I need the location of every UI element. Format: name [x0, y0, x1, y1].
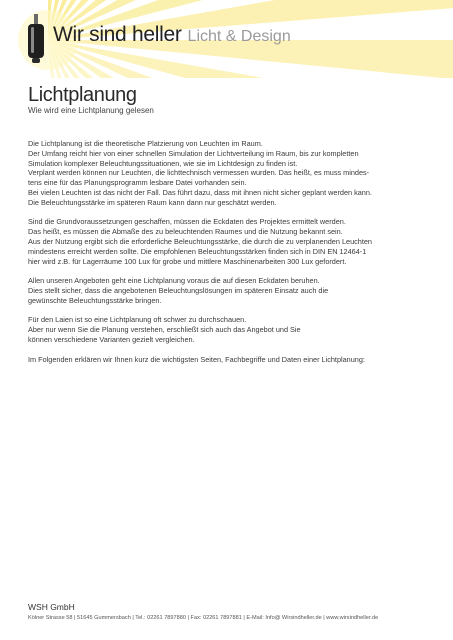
page-title: Lichtplanung — [28, 84, 137, 106]
paragraph-line: Im Folgenden erklären wir Ihnen kurz die wichtigsten Seiten, Fachbegriffe und Daten einer Lichtplanung: — [28, 354, 365, 364]
paragraph-line: hier wird z.B. für Lagerräume 100 Lux für grobe und mittlere Maschinenarbeiten 300 Lux gefordert. — [28, 256, 347, 266]
page-subtitle: Wie wird eine Lichtplanung gelesen — [28, 106, 154, 115]
paragraph — [28, 139, 440, 208]
page-header — [0, 0, 453, 78]
paragraph-line: Sind die Grundvoraussetzungen geschaffen, müssen die Eckdaten des Projektes ermittelt werden. — [28, 217, 346, 227]
paragraph-line: Bei vielen Leuchten ist das nicht der Fall. Das führt dazu, dass mit ihnen nicht sicher geplant werden kann. — [28, 187, 372, 197]
footer-address: Kölner Strasse 58 | 51645 Gummersbach | Tel.: 02261 7897880 | Fax: 02261 7897881 | E-Mail: Info@ Wirsindheller.de | www.wirsindheller.de — [28, 615, 379, 621]
paragraph-line: Verplant werden können nur Leuchten, die lichttechnisch vermessen wurden. Das heißt, es muss mindes- — [28, 168, 370, 178]
paragraph-line: Das heißt, es müssen die Abmaße des zu beleuchtenden Raumes und die Nutzung bekannt sein. — [28, 227, 343, 237]
paragraph-line: gewünschte Beleuchtungsstärke bringen. — [28, 295, 162, 305]
paragraph-line: Allen unseren Angeboten geht eine Lichtplanung voraus die auf diesen Eckdaten beruhen. — [28, 276, 320, 286]
body-text — [28, 139, 440, 374]
lamp-logo-icon — [26, 14, 46, 64]
brand-title: Wir sind heller — [53, 23, 182, 46]
paragraph-line: Für den Laien ist so eine Lichtplanung oft schwer zu durchschauen. — [28, 315, 247, 325]
brand-subtitle: Licht & Design — [187, 28, 291, 45]
paragraph-line: Die Beleuchtungsstärke im späteren Raum kann dann nur geschätzt werden. — [28, 197, 277, 207]
brand-name — [53, 23, 291, 47]
paragraph — [28, 315, 440, 344]
paragraph — [28, 217, 440, 266]
paragraph-line: tens eine für das Planungsprogramm lesbare Datei vorhanden sein. — [28, 178, 247, 188]
paragraph-line: Dies stellt sicher, dass die angebotenen Beleuchtungslösungen im späteren Einsatz auch die — [28, 285, 329, 295]
paragraph-line: können verschiedene Varianten gezielt vergleichen. — [28, 334, 195, 344]
paragraph-line: Aus der Nutzung ergibt sich die erforderliche Beleuchtungsstärke, die durch die zu verplanenden Leuchten — [28, 236, 372, 246]
paragraph-line: mindestens erreicht werden sollte. Die empfohlenen Beleuchtungsstärken finden sich in DIN EN 12464-1 — [28, 246, 367, 256]
paragraph-line: Aber nur wenn Sie die Planung verstehen, erschließt sich auch das Angebot und Sie — [28, 325, 301, 335]
paragraph — [28, 355, 440, 365]
paragraph — [28, 276, 440, 305]
paragraph-line: Der Umfang reicht hier von einer schnellen Simulation der Lichtverteilung im Raum, bis zur kompletten — [28, 148, 359, 158]
paragraph-line: Die Lichtplanung ist die theoretische Platzierung von Leuchten im Raum. — [28, 139, 263, 148]
paragraph-line: Simulation komplexer Beleuchtungssituationen, wie sie im Lichtdesign zu finden ist. — [28, 158, 298, 168]
footer-company: WSH GmbH — [28, 602, 75, 612]
